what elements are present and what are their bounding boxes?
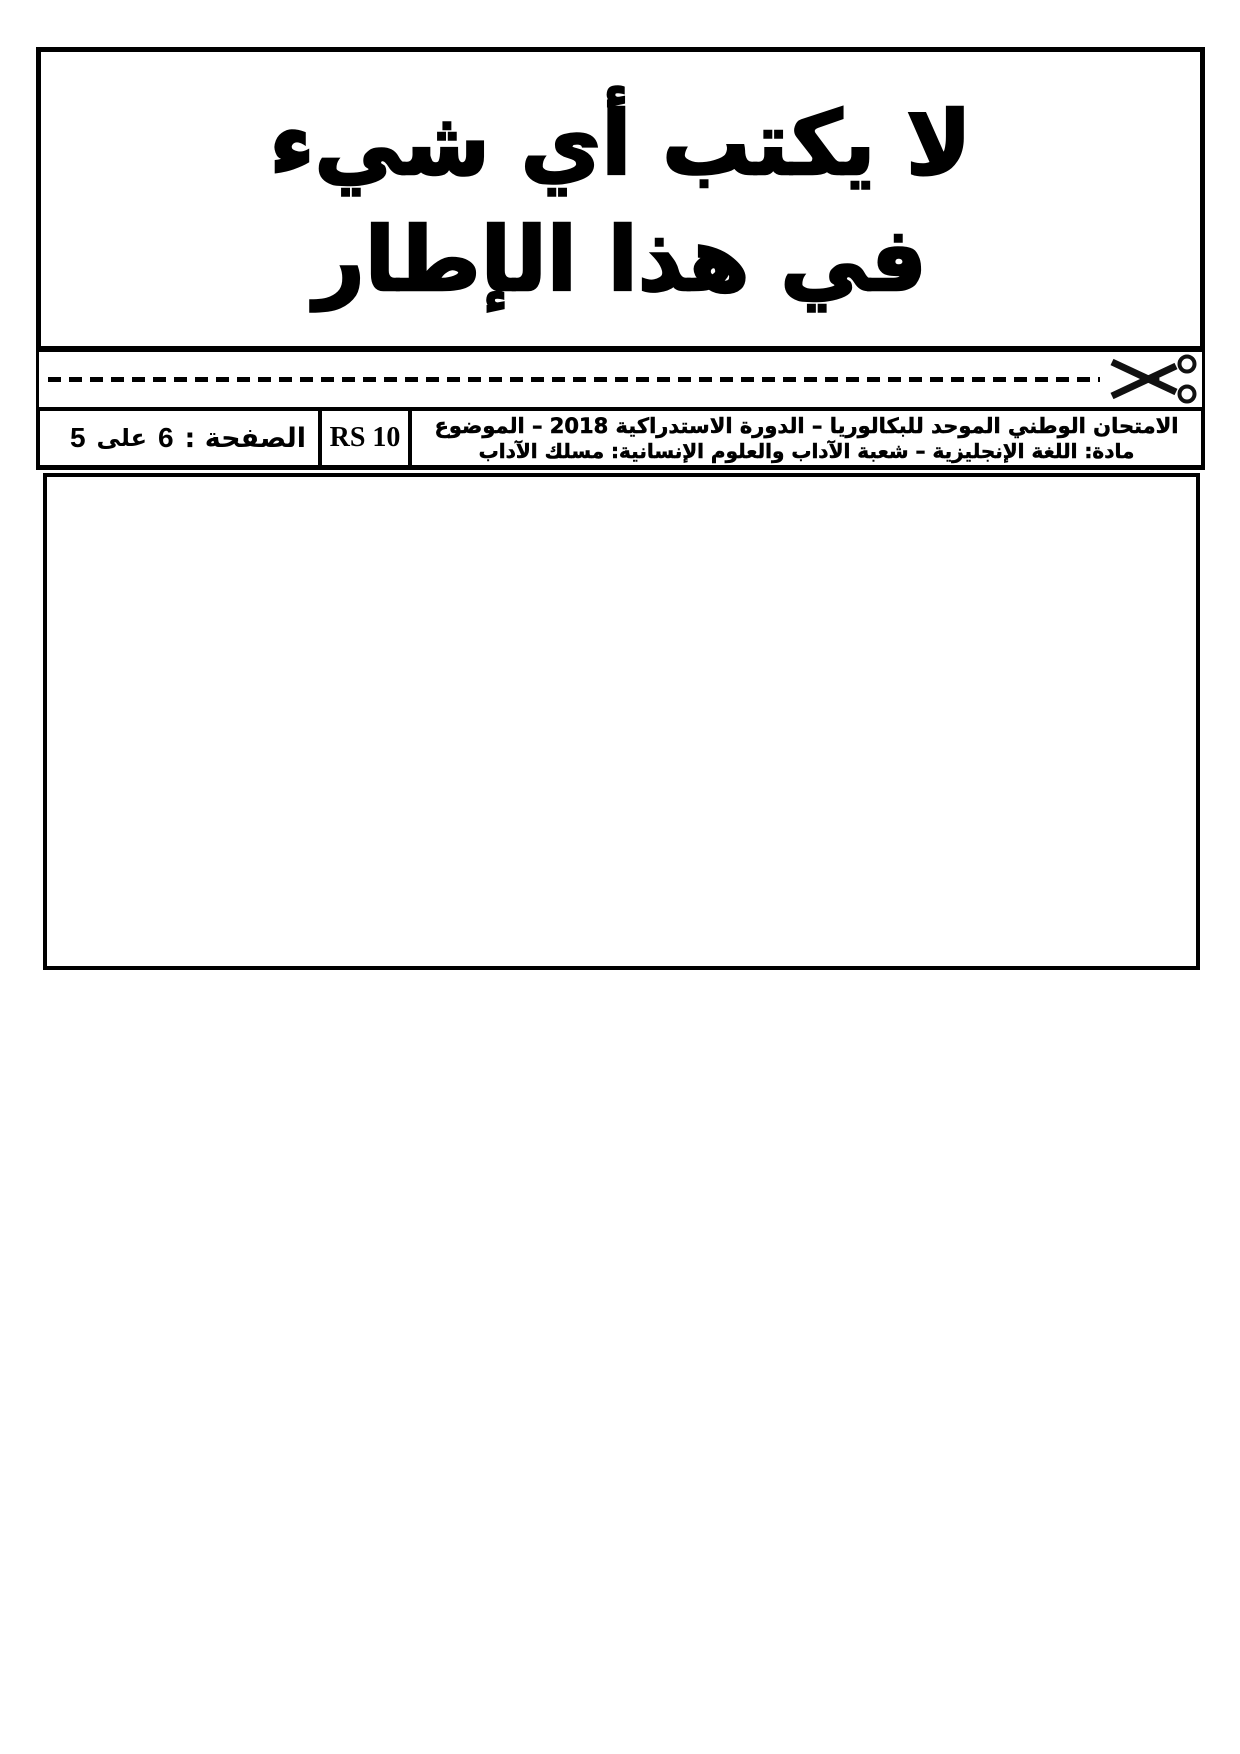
exam-code: RS 10 [329,422,401,453]
cut-line-band [36,352,1205,407]
no-write-line-1: لا يكتب أي شيء [269,91,972,195]
header-bar [36,407,1205,470]
exam-code-cell [318,411,412,465]
dashed-cut-line [48,377,1100,382]
page-current: 6 [157,422,174,453]
exam-info-line-1: الامتحان الوطني الموحد للبكالوريا – الدورة الاستدراكية 2018 – الموضوع [434,413,1179,438]
no-write-line-2: في هذا الإطار [314,208,927,311]
scissors-icon [1108,354,1204,404]
page-number-cell [40,411,318,465]
empty-reserved-box [43,473,1200,970]
page-of-word: على [96,424,148,452]
no-write-frame [36,47,1205,352]
exam-info-line-2: مادة: اللغة الإنجليزية – شعبة الآداب والعلوم الإنسانية: مسلك الآداب [478,438,1135,463]
page-total: 5 [70,422,86,453]
top-frame [36,47,1205,470]
page-label: الصفحة : [184,422,306,454]
exam-info-cell [412,411,1201,465]
